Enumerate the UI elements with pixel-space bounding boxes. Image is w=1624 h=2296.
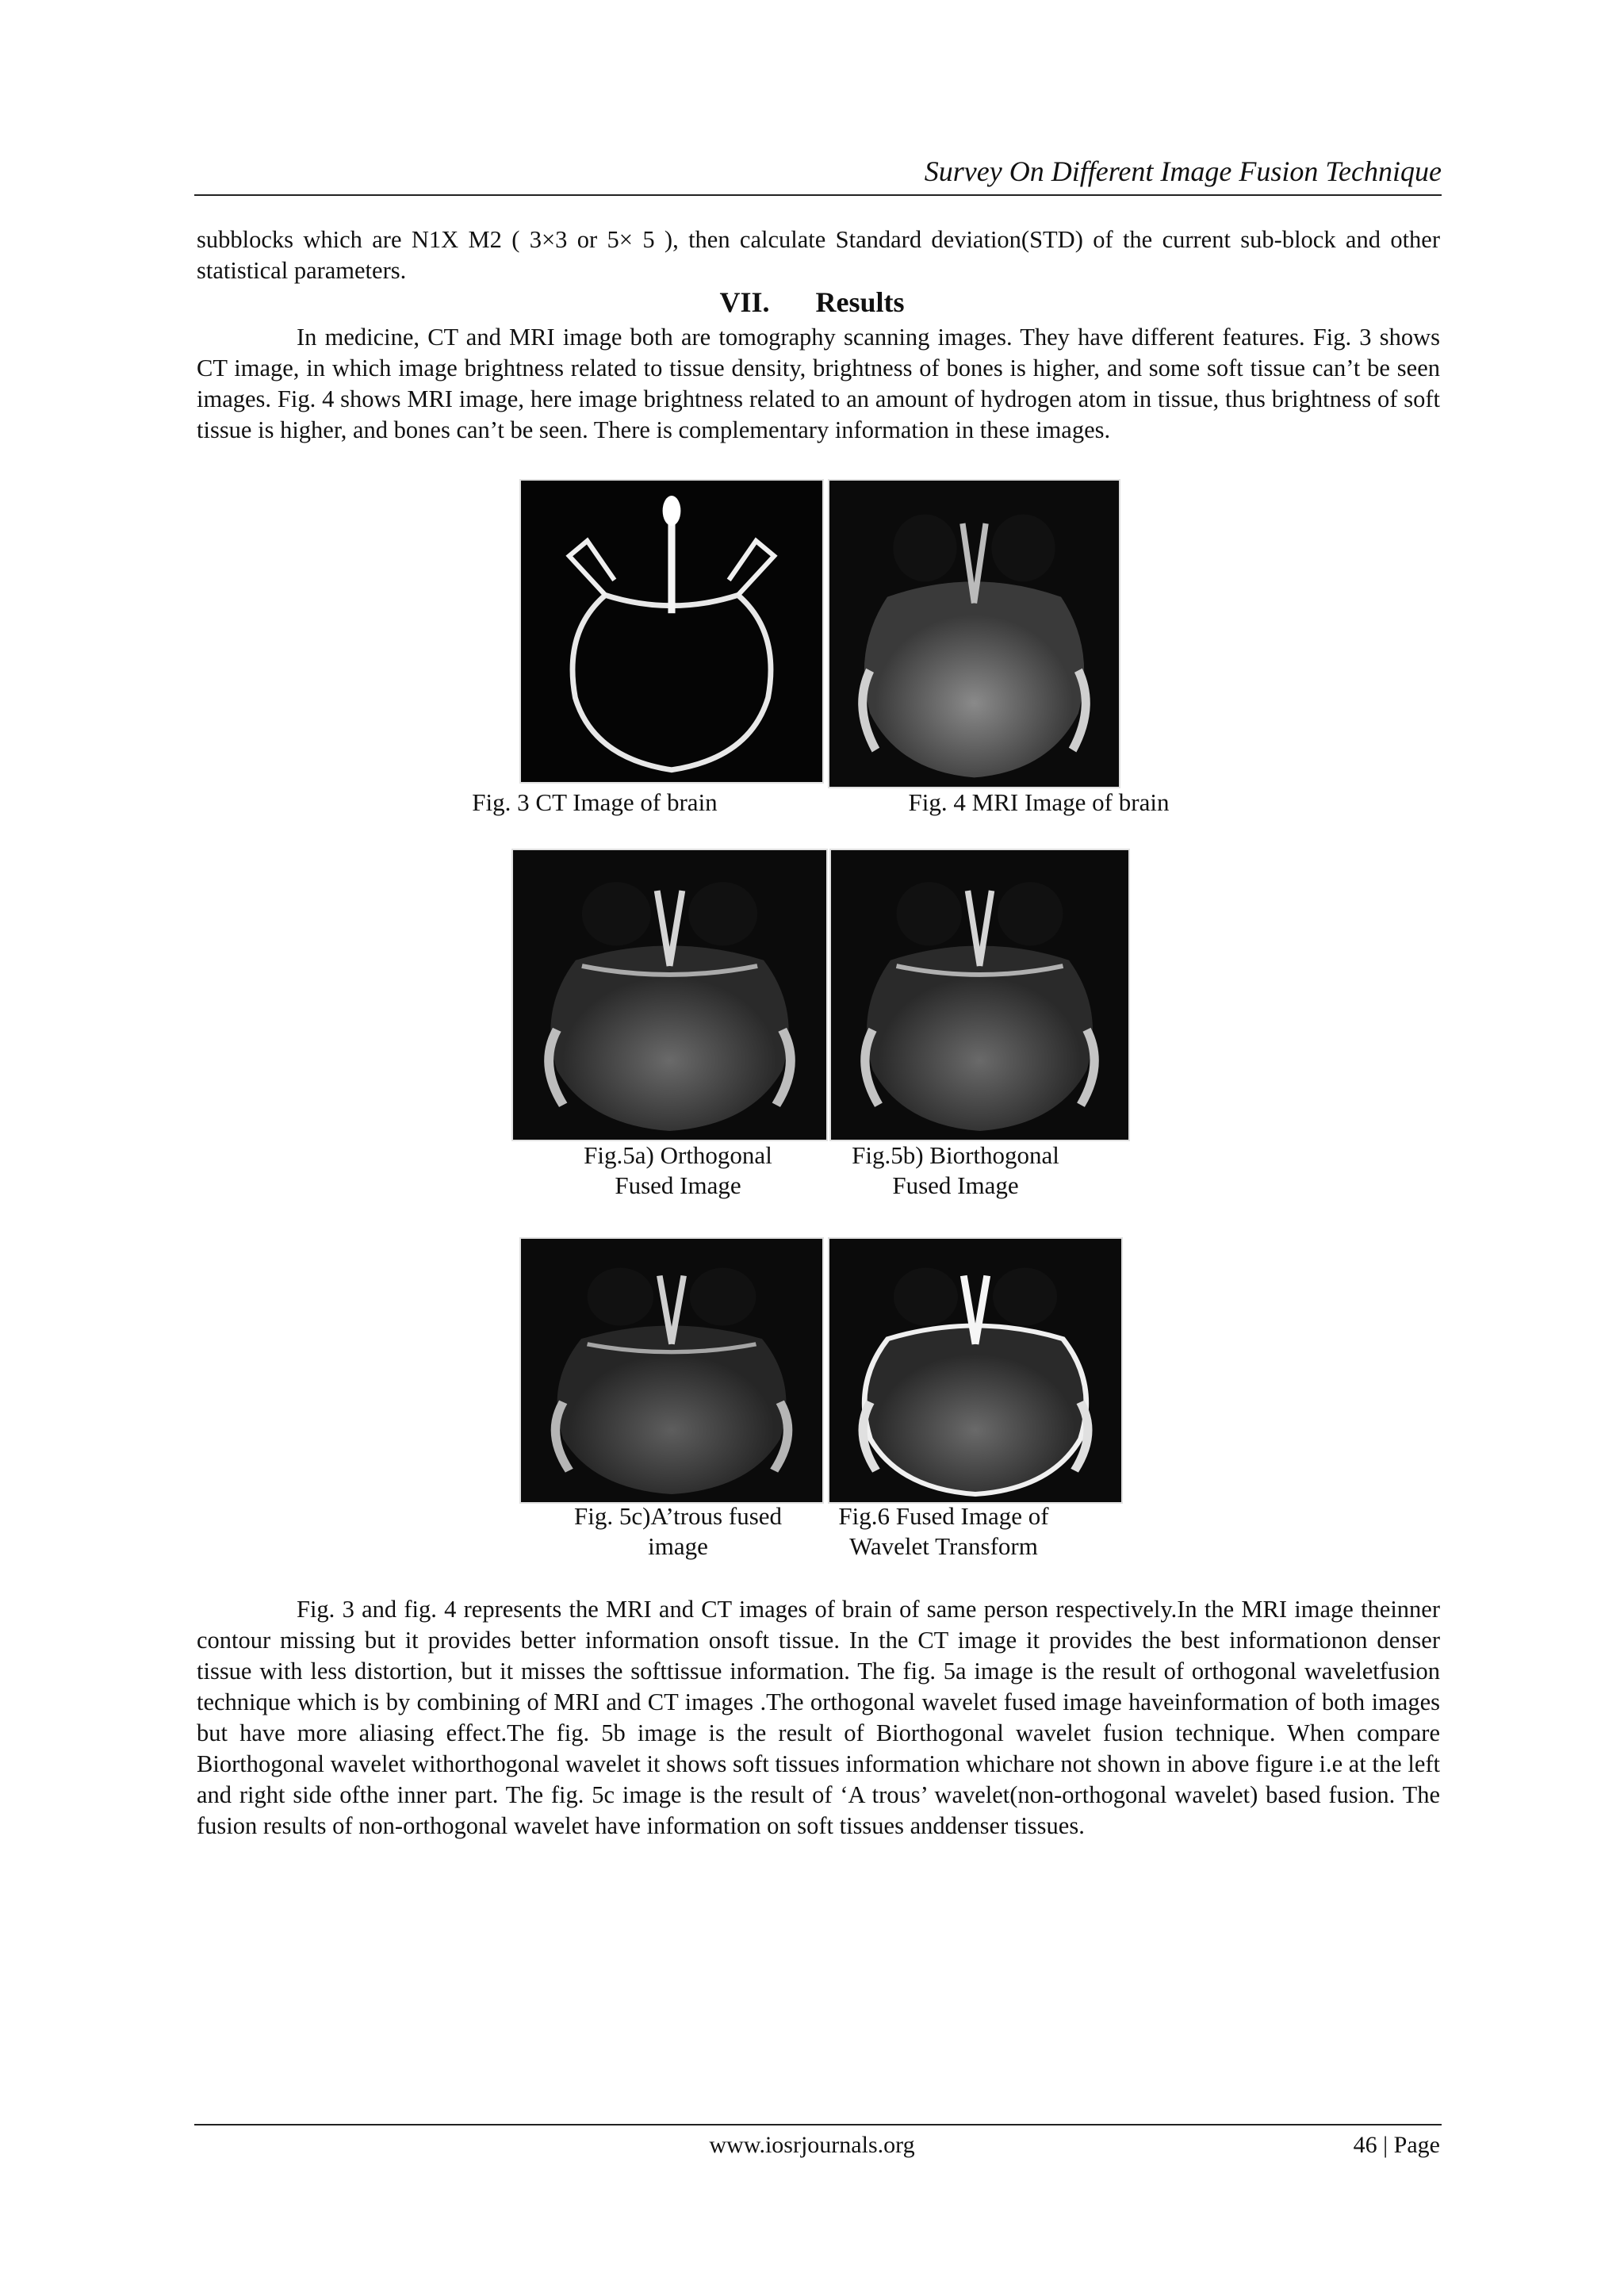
biorthogonal-fused-image bbox=[829, 849, 1130, 1141]
footer-website: www.iosrjournals.org bbox=[709, 2132, 915, 2158]
discussion-paragraph: Fig. 3 and fig. 4 represents the MRI and CT images of brain of same person respectively.In the MRI image theinner contour missing but it provides better information onsoft tissue. In the CT image it provides the best informationon denser tissue with less distortion, but it misses the softtissue information. The fig. 5a image is the result of orthogonal waveletfusion technique which is by combining of MRI and CT images .The orthogonal wavelet fused image haveinformation of both images but have more aliasing effect.The fig. 5b image is the result of Biorthogonal wavelet fusion technique. When compare Biorthogonal wavelet withorthogonal wavelet it shows soft tissues information whichare not shown in above figure i.e at the left and right side ofthe inner part. The fig. 5c image is the result of ‘A trous’ wavelet(non-orthogonal wavelet) based fusion. The fusion results of non-orthogonal wavelet have information on soft tissues anddenser tissues. bbox=[197, 1596, 1440, 1839]
results-paragraph: In medicine, CT and MRI image both are tomography scanning images. They have different features. Fig. 3 shows CT image, in which image brightness related to tissue density, brightness of bones is higher, and some soft tissue can’t be seen images. Fig. 4 shows MRI image, here image brightness related to an amount of hydrogen atom in tissue, thus brightness of soft tissue is higher, and bones can’t be seen. There is complementary information in these images. bbox=[197, 324, 1440, 443]
footer-rule bbox=[194, 2124, 1442, 2125]
running-header: Survey On Different Image Fusion Technique bbox=[924, 155, 1442, 187]
section-number: VII. bbox=[719, 286, 770, 318]
header-rule bbox=[194, 194, 1442, 196]
fig5b-caption: Fig.5b) Biorthogonal Fused Image bbox=[852, 1141, 1059, 1199]
fig3-caption: Fig. 3 CT Image of brain bbox=[472, 788, 718, 816]
orthogonal-fused-image bbox=[511, 849, 828, 1141]
fig6-caption: Fig.6 Fused Image of Wavelet Transform bbox=[838, 1502, 1049, 1560]
ct-brain-image bbox=[519, 479, 824, 784]
mri-brain-image bbox=[828, 479, 1120, 788]
page-number: 46 | Page bbox=[1353, 2132, 1440, 2158]
fig5c-caption: Fig. 5c)A’trous fused image bbox=[573, 1502, 783, 1560]
atrous-fused-image bbox=[519, 1237, 824, 1504]
fig4-caption: Fig. 4 MRI Image of brain bbox=[908, 788, 1170, 816]
section-heading bbox=[0, 286, 1624, 319]
wavelet-fused-image bbox=[828, 1237, 1123, 1504]
section-title: Results bbox=[815, 286, 905, 318]
intro-paragraph: subblocks which are N1X M2 ( 3×3 or 5× 5 ), then calculate Standard deviation(STD) of the current sub-block and other statistical parameters. bbox=[197, 226, 1440, 284]
fig5a-caption: Fig.5a) Orthogonal Fused Image bbox=[584, 1141, 772, 1199]
